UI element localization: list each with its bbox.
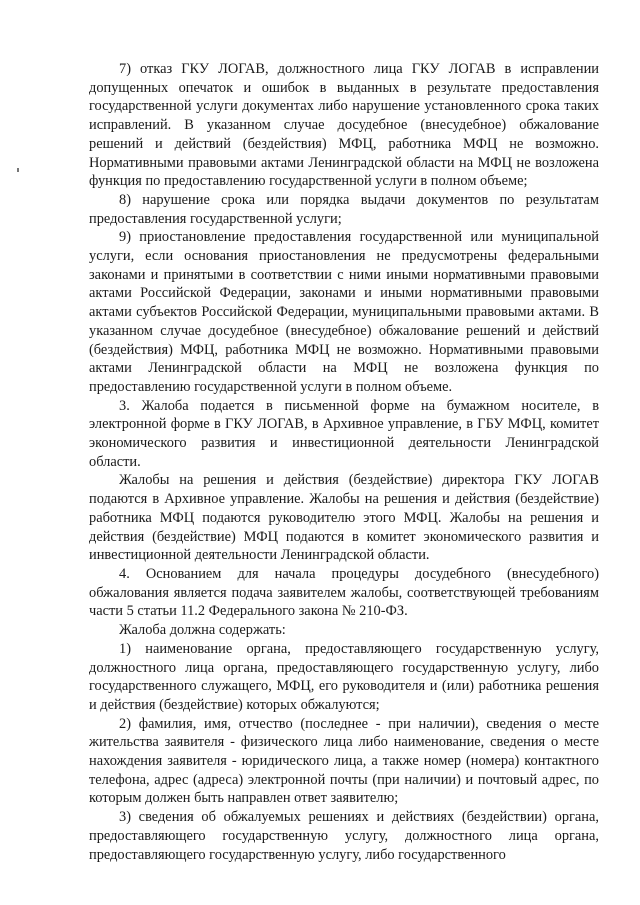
paragraph-complaints-routing: Жалобы на решения и действия (бездействие) директора ГКУ ЛОГАВ подаются в Архивное управление. Жалобы на решения и действия (бездействие) работника МФЦ подаются руководителю этого МФЦ. Жалобы на решения и действия (бездействие) МФЦ подаются в комитет экономического развития и инвестиционной деятельности Ленинградской области. [89,472,599,564]
paragraph-section-4: 4. Основанием для начала процедуры досудебного (внесудебного) обжалования является подача заявителем жалобы, соответствующей требованиям части 5 статьи 11.2 Федерального закона № 210-ФЗ. [89,565,599,620]
document-page [89,60,599,864]
paragraph-section-3: 3. Жалоба подается в письменной форме на бумажном носителе, в электронной форме в ГКУ ЛОГАВ, в Архивное управление, в ГБУ МФЦ, комитет экономического развития и инвестиционной деятельности Ленинградской области. [89,397,599,470]
paragraph-item-8: 8) нарушение срока или порядка выдачи документов по результатам предоставления государственной услуги; [89,191,599,227]
scan-margin-mark [17,168,19,172]
paragraph-complaint-contents-intro: Жалоба должна содержать: [119,622,286,639]
paragraph-contents-item-1: 1) наименование органа, предоставляющего государственную услугу, должностного лица органа, предоставляющего государственную услугу, либо государственного служащего, МФЦ, его руководителя и (или) работника решения и действия (бездействие) которых обжалуются; [89,640,599,713]
paragraph-item-7: 7) отказ ГКУ ЛОГАВ, должностного лица ГКУ ЛОГАВ в исправлении допущенных опечаток и ошибок в выданных в результате предоставления государственной услуги документах либо нарушение установленного срока таких исправлений. В указанном случае досудебное (внесудебное) обжалование решений и действий (бездействия) МФЦ, работника МФЦ не возможно. Нормативными правовыми актами Ленинградской области на МФЦ не возложена функция по предоставлению государственной услуги в полном объеме; [89,61,599,190]
paragraph-contents-item-2: 2) фамилия, имя, отчество (последнее - при наличии), сведения о месте жительства заявителя - физического лица либо наименование, сведения о месте нахождения заявителя - юридического лица, а также номер (номера) контактного телефона, адрес (адреса) электронной почты (при наличии) и почтовый адрес, по которым должен быть направлен ответ заявителю; [89,715,599,807]
paragraph-item-9: 9) приостановление предоставления государственной или муниципальной услуги, если основания приостановления не предусмотрены федеральными законами и принятыми в соответствии с ними иными нормативными правовыми актами Российской Федерации, законами и иными нормативными правовыми актами субъектов Российской Федерации, муниципальными правовыми актами. В указанном случае досудебное (внесудебное) обжалование решений и действий (бездействия) МФЦ, работника МФЦ не возможно. Нормативными правовыми актами Ленинградской области на МФЦ не возложена функция по предоставлению государственной услуги в полном объеме. [89,229,599,395]
paragraph-contents-item-3: 3) сведения об обжалуемых решениях и действиях (бездействии) органа, предоставляющего государственную услугу, должностного лица органа, предоставляющего государственную услугу, либо государственного [89,809,599,863]
